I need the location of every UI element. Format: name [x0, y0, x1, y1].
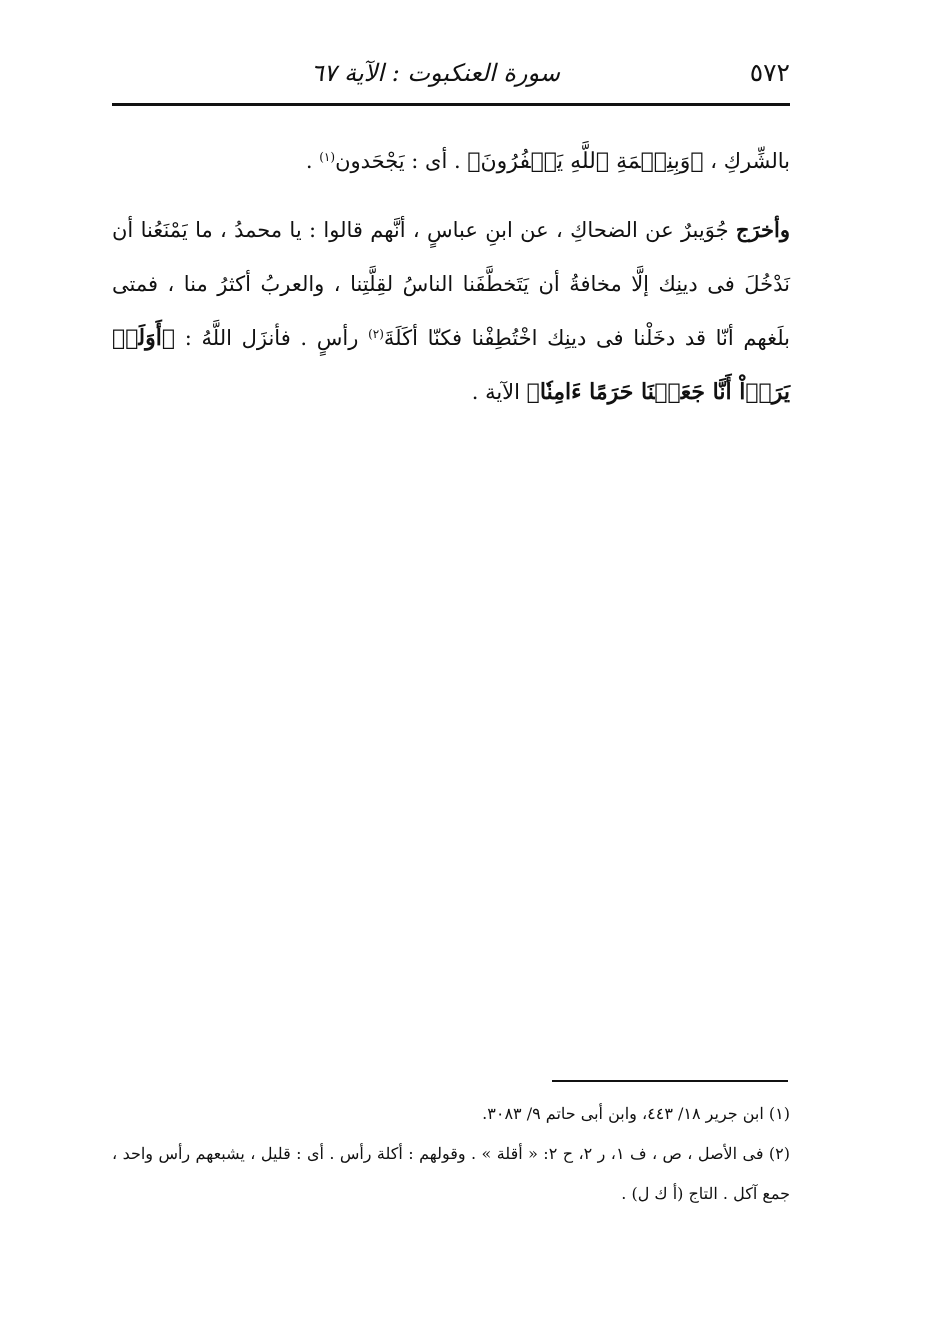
quran-quote: ﴿أَوَلَمۡ يَرَوۡاْ أَنَّا جَعَلۡنَا حَرَمًا ءَامِنٗا﴾	[112, 325, 790, 405]
paragraph-1	[112, 134, 790, 189]
text-segment: بالشِّركِ ،	[703, 149, 790, 173]
page-header	[112, 56, 790, 96]
main-text	[112, 134, 790, 419]
footnotes	[112, 1094, 790, 1214]
footnote-1: (١) ابن جرير ١٨/ ٤٤٣، وابن أبى حاتم ٩/ ٣٠٨٣.	[482, 1104, 790, 1123]
footnote-ref-1[interactable]: (١)	[319, 150, 336, 164]
lead-word: وأخرَج	[735, 217, 790, 242]
text-segment: . أى : يَجْحَدون	[335, 149, 468, 173]
text-segment: جُوَيبرٌ عن الضحاكِ ، عن ابنِ عباسٍ ، أنَّهم قالوا : يا محمدُ ، ما يَمْنَعُنا أن نَدْخُلَ فى دينِك إلَّا مخافةُ أن يَتَخطَّفَنا الناسُ لقِلَّتِنا ، والعربُ أكثرُ منا ، فمتى بلَغهم أنّا قد دخَلْنا فى دينِك اخْتُطِفْنا فكنّا أكَلَةَ	[112, 218, 790, 350]
paragraph-2	[112, 203, 790, 419]
text-segment: رأسٍ . فأنزَل اللَّهُ :	[175, 326, 369, 350]
footnote-2: (٢) فى الأصل ، ص ، ف ١، ر ٢، ح ٢: « أقلة » . وقولهم : أكلة رأس . أى : قليل ، يشبعهم رأس واحد ، جمع آكل . التاج (أ ك ل) .	[112, 1144, 791, 1203]
footnote-separator	[552, 1080, 788, 1082]
footnote-ref-2[interactable]: (٢)	[368, 327, 384, 341]
page-number: ٥٧٢	[749, 58, 790, 87]
text-segment: .	[305, 149, 320, 173]
running-title: سورة العنكبوت : الآية ٦٧	[310, 59, 560, 87]
quran-quote: ﴿وَبِنِعۡمَةِ ٱللَّهِ يَكۡفُرُونَ﴾	[467, 149, 704, 174]
text-segment: الآية .	[471, 380, 527, 404]
header-rule	[112, 103, 790, 106]
